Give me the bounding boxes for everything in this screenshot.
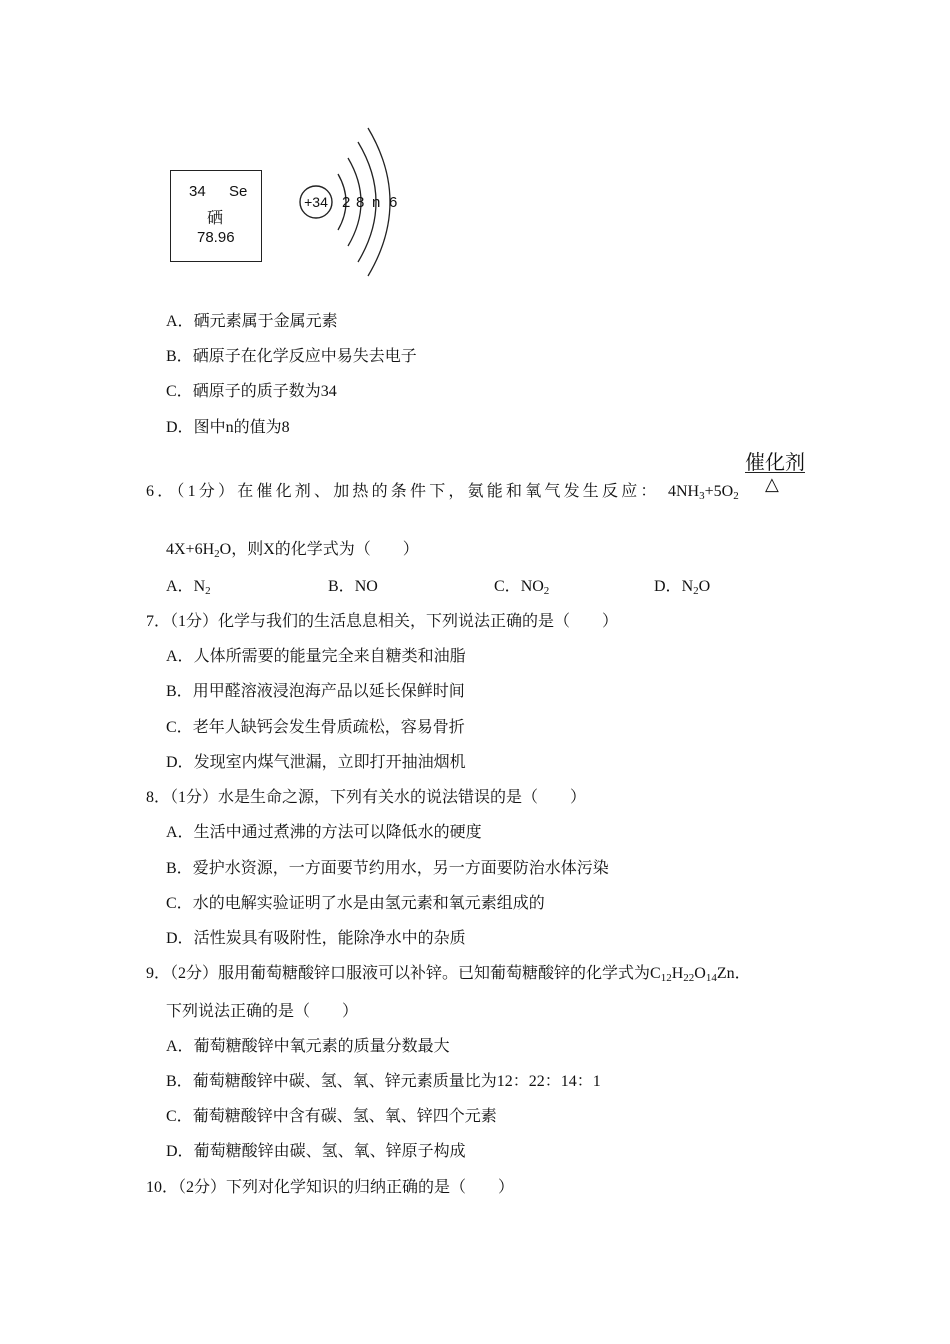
atom-structure-diagram [296,122,416,282]
element-card-selenium [170,170,262,262]
element-name: 硒 [207,208,224,227]
q9-line2: 下列说法正确的是（ ） [166,1003,359,1020]
q7-option-a: A．人体所需要的能量完全来自糖类和油脂 [166,648,466,665]
q9-option-d: D．葡萄糖酸锌由碳、氢、氧、锌原子构成 [166,1143,466,1160]
q8-option-a: A．生活中通过煮沸的方法可以降低水的硬度 [166,824,482,841]
q6-option-c: C．$NO_2$ [494,578,550,597]
q5-option-d: D．图中n的值为8 [166,419,290,436]
q7-stem: 7．（1分）化学与我们的生活息息相关，下列说法正确的是（ ） [146,613,619,630]
nucleus-charge: +34 [304,194,328,210]
shell-electrons-1: 2 [342,194,351,211]
q6-line2: $4X+6H_2O$，则X的化学式为（ ） [166,541,419,560]
q7-option-d: D．发现室内煤气泄漏，立即打开抽油烟机 [166,754,466,771]
condition-heat: △ [765,474,779,495]
reaction-condition [745,446,807,500]
q7-option-b: B．用甲醛溶液浸泡海产品以延长保鲜时间 [166,683,465,700]
atomic-number: 34 [189,183,206,200]
q7-option-c: C．老年人缺钙会发生骨质疏松，容易骨折 [166,719,465,736]
shell-electrons-3: n [372,194,381,211]
q5-option-c: C．硒原子的质子数为34 [166,383,337,400]
q9-option-a: A．葡萄糖酸锌中氧元素的质量分数最大 [166,1038,450,1055]
shell-electrons-2: 8 [356,194,365,211]
element-symbol: Se [229,183,248,200]
q9-stem: 9．（2分）服用葡萄糖酸锌口服液可以补锌。已知葡萄糖酸锌的化学式为$C_{12}H_{22}O_{14}Zn$． [146,965,751,984]
q8-option-d: D．活性炭具有吸附性，能除净水中的杂质 [166,930,466,947]
q8-option-c: C．水的电解实验证明了水是由氢元素和氧元素组成的 [166,895,545,912]
q6-equation-left: $4NH_3+5O_2$ [668,483,739,502]
atomic-mass: 78.96 [197,229,235,246]
q6-stem: 6．（1分）在催化剂、加热的条件下，氨能和氧气发生反应： [146,483,660,500]
q9-option-c: C．葡萄糖酸锌中含有碳、氢、氧、锌四个元素 [166,1108,497,1125]
shell-electrons-4: 6 [389,194,398,211]
q6-option-d: D．$N_2O$ [654,578,711,597]
q5-option-a: A．硒元素属于金属元素 [166,313,338,330]
q8-option-b: B．爱护水资源，一方面要节约用水，另一方面要防治水体污染 [166,860,609,877]
reaction-arrow-line [745,472,805,473]
q5-option-b: B．硒原子在化学反应中易失去电子 [166,348,417,365]
q10-stem: 10．（2分）下列对化学知识的归纳正确的是（ ） [146,1179,515,1196]
q6-option-a: A．$N_2$ [166,578,211,597]
q9-option-b: B．葡萄糖酸锌中碳、氢、氧、锌元素质量比为12：22：14：1 [166,1073,601,1090]
condition-catalyst: 催化剂 [745,450,805,474]
q8-stem: 8．（1分）水是生命之源，下列有关水的说法错误的是（ ） [146,789,587,806]
q6-option-b: B．NO [328,578,378,595]
